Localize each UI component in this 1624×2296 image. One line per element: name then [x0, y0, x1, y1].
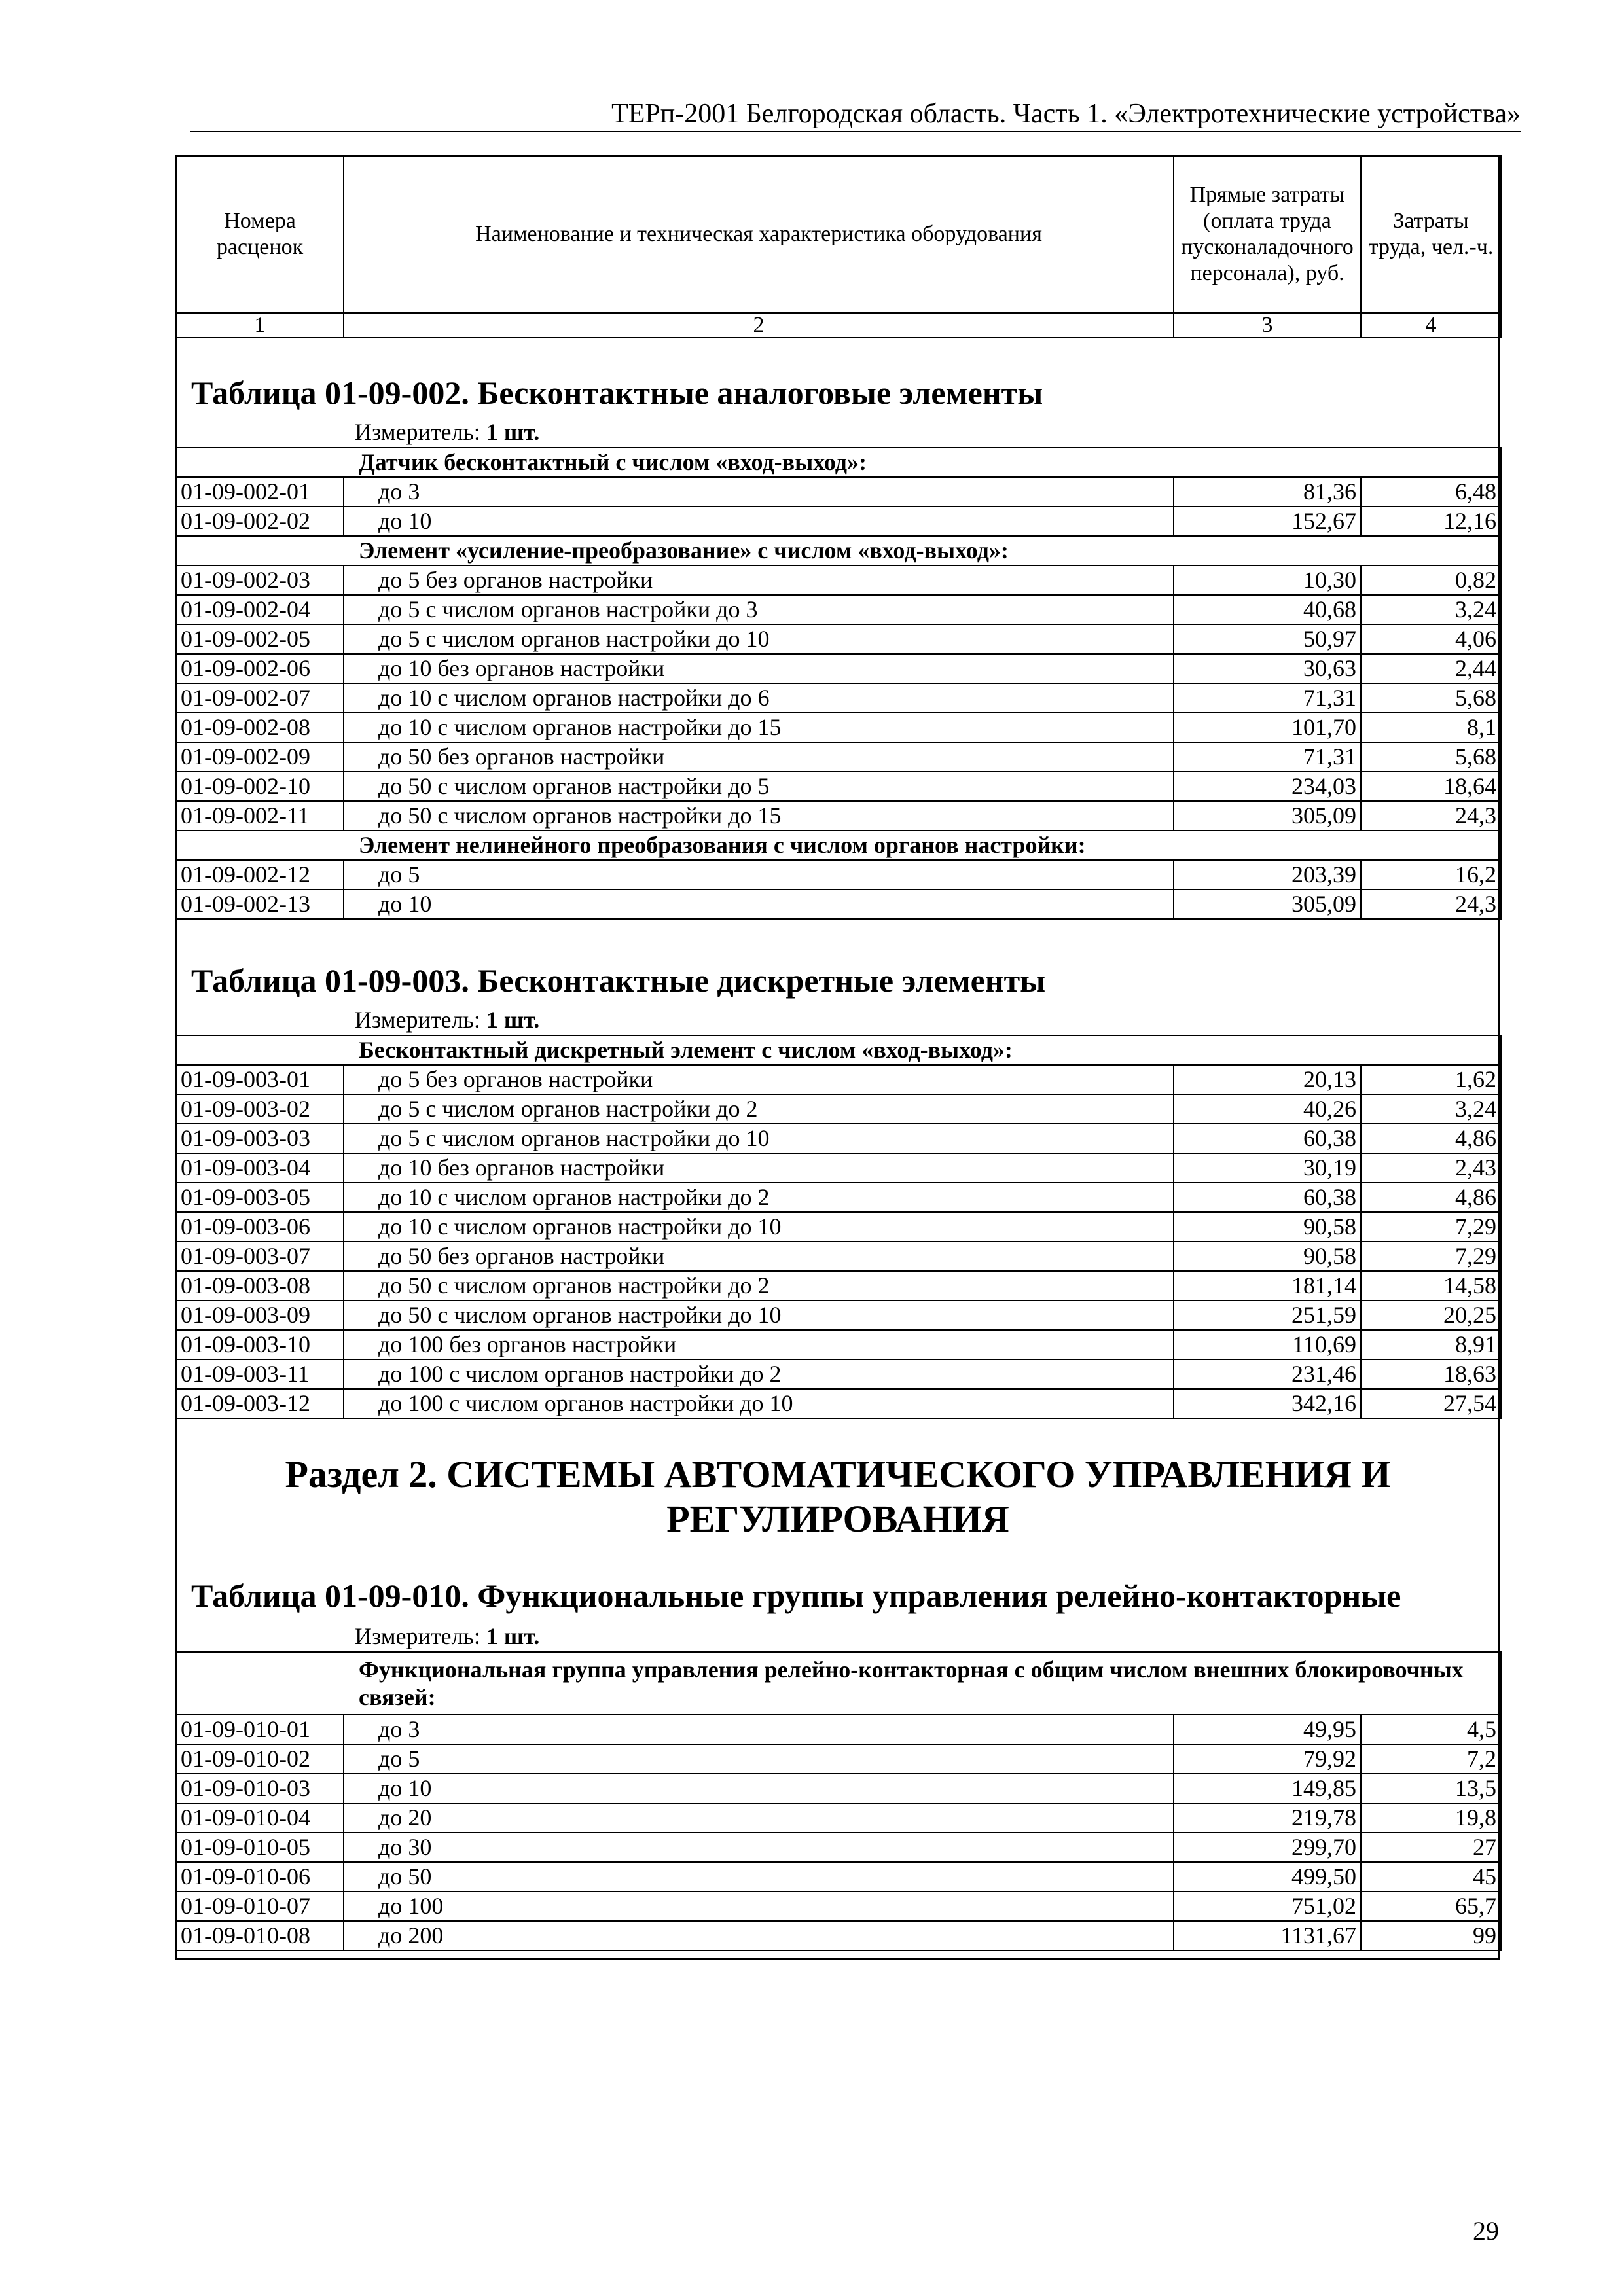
direct-cost: 40,26: [1174, 1094, 1361, 1124]
table-row: [176, 1212, 1501, 1242]
item-description: до 5 без органов настройки: [344, 565, 1174, 595]
item-description: до 100 с числом органов настройки до 10: [344, 1389, 1174, 1418]
section-title: РЕГУЛИРОВАНИЯ: [666, 1498, 1009, 1540]
table-01-09-003: [175, 1035, 1502, 1419]
table-row: [176, 654, 1501, 683]
direct-cost: 305,09: [1174, 889, 1361, 919]
table-row: [176, 1242, 1501, 1271]
item-description: до 5 без органов настройки: [344, 1065, 1174, 1094]
table-caption: Таблица 01-09-002. Бесконтактные аналоговые элементы: [191, 374, 1043, 411]
rate-code: 01-09-002-03: [176, 565, 344, 595]
table-row: [176, 565, 1501, 595]
table-row: [176, 772, 1501, 801]
item-description: до 100 с числом органов настройки до 2: [344, 1359, 1174, 1389]
rate-code: 01-09-002-04: [176, 595, 344, 624]
direct-cost: 299,70: [1174, 1833, 1361, 1862]
labor-cost: 24,3: [1361, 889, 1501, 919]
measure-unit: 1 шт.: [486, 1007, 540, 1033]
direct-cost: 50,97: [1174, 624, 1361, 654]
labor-cost: 45: [1361, 1862, 1501, 1892]
rows: [176, 860, 1501, 919]
labor-cost: 1,62: [1361, 1065, 1501, 1094]
labor-cost: 16,2: [1361, 860, 1501, 889]
rate-code: 01-09-003-01: [176, 1065, 344, 1094]
table-row: [176, 1300, 1501, 1330]
group-heading: Датчик бесконтактный с числом «вход-выход»:: [176, 448, 1501, 477]
direct-cost: 110,69: [1174, 1330, 1361, 1359]
rate-code: 01-09-010-02: [176, 1744, 344, 1774]
table-row: [176, 1153, 1501, 1183]
rate-code: 01-09-002-06: [176, 654, 344, 683]
direct-cost: 149,85: [1174, 1774, 1361, 1803]
direct-cost: 40,68: [1174, 595, 1361, 624]
direct-cost: 79,92: [1174, 1744, 1361, 1774]
item-description: до 50 без органов настройки: [344, 1242, 1174, 1271]
direct-cost: 60,38: [1174, 1183, 1361, 1212]
measure-line: [355, 418, 539, 446]
rate-code: 01-09-010-07: [176, 1892, 344, 1921]
header-name: Наименование и техническая характеристика оборудования: [344, 156, 1174, 313]
rows: [176, 477, 1501, 536]
rate-code: 01-09-002-07: [176, 683, 344, 713]
table-row: [176, 1715, 1501, 1744]
table-row: [176, 1124, 1501, 1153]
separator-rule: [175, 1651, 1500, 1653]
direct-cost: 90,58: [1174, 1212, 1361, 1242]
rate-code: 01-09-003-07: [176, 1242, 344, 1271]
header-code: Номера расценок: [176, 156, 344, 313]
labor-cost: 8,91: [1361, 1330, 1501, 1359]
item-description: до 5 с числом органов настройки до 2: [344, 1094, 1174, 1124]
labor-cost: 7,29: [1361, 1212, 1501, 1242]
rate-code: 01-09-010-03: [176, 1774, 344, 1803]
header-rule: [190, 131, 1521, 132]
item-description: до 10: [344, 1774, 1174, 1803]
direct-cost: 101,70: [1174, 713, 1361, 742]
item-description: до 20: [344, 1803, 1174, 1833]
item-description: до 50: [344, 1862, 1174, 1892]
item-description: до 100 без органов настройки: [344, 1330, 1174, 1359]
labor-cost: 12,16: [1361, 507, 1501, 536]
labor-cost: 2,43: [1361, 1153, 1501, 1183]
measure-line: [355, 1622, 539, 1651]
item-description: до 10 с числом органов настройки до 6: [344, 683, 1174, 713]
header-labor: Затраты труда, чел.-ч.: [1361, 156, 1501, 313]
table-01-09-010: [175, 1651, 1502, 1951]
section-title: Раздел 2. СИСТЕМЫ АВТОМАТИЧЕСКОГО УПРАВЛЕНИЯ И: [285, 1453, 1391, 1496]
rate-code: 01-09-003-02: [176, 1094, 344, 1124]
labor-cost: 27: [1361, 1833, 1501, 1862]
table-row: [176, 1921, 1501, 1950]
item-description: до 5 с числом органов настройки до 10: [344, 1124, 1174, 1153]
table-row: [176, 683, 1501, 713]
item-description: до 50 без органов настройки: [344, 742, 1174, 772]
rate-code: 01-09-003-09: [176, 1300, 344, 1330]
rate-code: 01-09-003-06: [176, 1212, 344, 1242]
direct-cost: 219,78: [1174, 1803, 1361, 1833]
measure-label: Измеритель:: [355, 1007, 486, 1033]
page-number: 29: [1473, 2216, 1499, 2246]
rows: [176, 1065, 1501, 1418]
item-description: до 10: [344, 889, 1174, 919]
table-row: [176, 1065, 1501, 1094]
rate-code: 01-09-003-11: [176, 1359, 344, 1389]
direct-cost: 234,03: [1174, 772, 1361, 801]
item-description: до 10: [344, 507, 1174, 536]
direct-cost: 60,38: [1174, 1124, 1361, 1153]
labor-cost: 5,68: [1361, 683, 1501, 713]
table-row: [176, 1271, 1501, 1300]
table-row: [176, 889, 1501, 919]
table-row: [176, 1330, 1501, 1359]
table-caption: Таблица 01-09-010. Функциональные группы управления релейно-контакторные: [191, 1577, 1401, 1614]
item-description: до 5: [344, 1744, 1174, 1774]
item-description: до 3: [344, 1715, 1174, 1744]
rows: [176, 1715, 1501, 1950]
item-description: до 50 с числом органов настройки до 10: [344, 1300, 1174, 1330]
labor-cost: 4,5: [1361, 1715, 1501, 1744]
table-row: [176, 1094, 1501, 1124]
direct-cost: 152,67: [1174, 507, 1361, 536]
rate-code: 01-09-002-09: [176, 742, 344, 772]
direct-cost: 30,63: [1174, 654, 1361, 683]
table-row: [176, 477, 1501, 507]
table-row: [176, 801, 1501, 831]
labor-cost: 7,29: [1361, 1242, 1501, 1271]
rate-code: 01-09-010-01: [176, 1715, 344, 1744]
table-row: [176, 1183, 1501, 1212]
table-row: [176, 1833, 1501, 1862]
item-description: до 30: [344, 1833, 1174, 1862]
item-description: до 5: [344, 860, 1174, 889]
direct-cost: 90,58: [1174, 1242, 1361, 1271]
rate-code: 01-09-003-10: [176, 1330, 344, 1359]
rate-code: 01-09-002-13: [176, 889, 344, 919]
item-description: до 200: [344, 1921, 1174, 1950]
direct-cost: 49,95: [1174, 1715, 1361, 1744]
rate-code: 01-09-003-04: [176, 1153, 344, 1183]
item-description: до 10 с числом органов настройки до 15: [344, 713, 1174, 742]
item-description: до 3: [344, 477, 1174, 507]
table-row: [176, 1803, 1501, 1833]
table-row: [176, 1862, 1501, 1892]
column-header-table: [175, 155, 1502, 338]
labor-cost: 2,44: [1361, 654, 1501, 683]
header-cost: Прямые затраты (оплата труда пусконаладочного персонала), руб.: [1174, 156, 1361, 313]
direct-cost: 251,59: [1174, 1300, 1361, 1330]
item-description: до 100: [344, 1892, 1174, 1921]
measure-unit: 1 шт.: [486, 419, 540, 445]
direct-cost: 751,02: [1174, 1892, 1361, 1921]
running-header: ТЕРп-2001 Белгородская область. Часть 1. «Электротехнические устройства»: [611, 99, 1521, 129]
rate-code: 01-09-002-01: [176, 477, 344, 507]
labor-cost: 20,25: [1361, 1300, 1501, 1330]
table-caption: Таблица 01-09-003. Бесконтактные дискретные элементы: [191, 962, 1046, 999]
rate-code: 01-09-002-12: [176, 860, 344, 889]
table-row: [176, 624, 1501, 654]
item-description: до 10 без органов настройки: [344, 1153, 1174, 1183]
rate-code: 01-09-002-05: [176, 624, 344, 654]
item-description: до 5 с числом органов настройки до 3: [344, 595, 1174, 624]
separator-rule: [175, 1035, 1500, 1036]
table-row: [176, 1744, 1501, 1774]
rows: [176, 565, 1501, 831]
labor-cost: 4,06: [1361, 624, 1501, 654]
direct-cost: 10,30: [1174, 565, 1361, 595]
labor-cost: 13,5: [1361, 1774, 1501, 1803]
item-description: до 5 с числом органов настройки до 10: [344, 624, 1174, 654]
table-row: [176, 1359, 1501, 1389]
direct-cost: 203,39: [1174, 860, 1361, 889]
labor-cost: 3,24: [1361, 1094, 1501, 1124]
labor-cost: 6,48: [1361, 477, 1501, 507]
table-row: [176, 507, 1501, 536]
table-row: [176, 742, 1501, 772]
direct-cost: 499,50: [1174, 1862, 1361, 1892]
direct-cost: 305,09: [1174, 801, 1361, 831]
item-description: до 50 с числом органов настройки до 5: [344, 772, 1174, 801]
labor-cost: 99: [1361, 1921, 1501, 1950]
rate-code: 01-09-003-08: [176, 1271, 344, 1300]
rate-code: 01-09-010-04: [176, 1803, 344, 1833]
labor-cost: 27,54: [1361, 1389, 1501, 1418]
rate-code: 01-09-002-08: [176, 713, 344, 742]
item-description: до 10 без органов настройки: [344, 654, 1174, 683]
labor-cost: 65,7: [1361, 1892, 1501, 1921]
table-01-09-002: [175, 447, 1502, 920]
table-row: [176, 1389, 1501, 1418]
labor-cost: 3,24: [1361, 595, 1501, 624]
column-number: 4: [1361, 313, 1501, 338]
labor-cost: 7,2: [1361, 1744, 1501, 1774]
direct-cost: 181,14: [1174, 1271, 1361, 1300]
labor-cost: 24,3: [1361, 801, 1501, 831]
item-description: до 50 с числом органов настройки до 2: [344, 1271, 1174, 1300]
rate-code: 01-09-002-11: [176, 801, 344, 831]
labor-cost: 19,8: [1361, 1803, 1501, 1833]
labor-cost: 8,1: [1361, 713, 1501, 742]
direct-cost: 231,46: [1174, 1359, 1361, 1389]
direct-cost: 20,13: [1174, 1065, 1361, 1094]
labor-cost: 18,63: [1361, 1359, 1501, 1389]
rate-code: 01-09-002-10: [176, 772, 344, 801]
labor-cost: 14,58: [1361, 1271, 1501, 1300]
direct-cost: 342,16: [1174, 1389, 1361, 1418]
group-heading: Бесконтактный дискретный элемент с числом «вход-выход»:: [176, 1035, 1501, 1065]
table-row: [176, 860, 1501, 889]
measure-label: Измеритель:: [355, 419, 486, 445]
labor-cost: 5,68: [1361, 742, 1501, 772]
labor-cost: 4,86: [1361, 1183, 1501, 1212]
direct-cost: 30,19: [1174, 1153, 1361, 1183]
rate-code: 01-09-003-12: [176, 1389, 344, 1418]
labor-cost: 18,64: [1361, 772, 1501, 801]
group-heading: Элемент «усиление-преобразование» с числом «вход-выход»:: [176, 536, 1501, 565]
measure-unit: 1 шт.: [486, 1623, 540, 1649]
direct-cost: 1131,67: [1174, 1921, 1361, 1950]
labor-cost: 0,82: [1361, 565, 1501, 595]
item-description: до 10 с числом органов настройки до 10: [344, 1212, 1174, 1242]
table-row: [176, 1892, 1501, 1921]
group-heading: Функциональная группа управления релейно-контакторная с общим числом внешних блокировочных связей:: [176, 1652, 1501, 1715]
labor-cost: 4,86: [1361, 1124, 1501, 1153]
direct-cost: 81,36: [1174, 477, 1361, 507]
measure-line: [355, 1005, 539, 1034]
column-number: 1: [176, 313, 344, 338]
rate-code: 01-09-003-05: [176, 1183, 344, 1212]
column-number: 3: [1174, 313, 1361, 338]
item-description: до 50 с числом органов настройки до 15: [344, 801, 1174, 831]
table-row: [176, 713, 1501, 742]
measure-label: Измеритель:: [355, 1623, 486, 1649]
rate-code: 01-09-003-03: [176, 1124, 344, 1153]
group-heading: Элемент нелинейного преобразования с числом органов настройки:: [176, 831, 1501, 860]
item-description: до 10 с числом органов настройки до 2: [344, 1183, 1174, 1212]
direct-cost: 71,31: [1174, 742, 1361, 772]
direct-cost: 71,31: [1174, 683, 1361, 713]
rate-code: 01-09-002-02: [176, 507, 344, 536]
table-row: [176, 595, 1501, 624]
rate-code: 01-09-010-08: [176, 1921, 344, 1950]
separator-rule: [175, 447, 1500, 448]
table-row: [176, 1774, 1501, 1803]
rate-code: 01-09-010-06: [176, 1862, 344, 1892]
column-number: 2: [344, 313, 1174, 338]
rate-code: 01-09-010-05: [176, 1833, 344, 1862]
